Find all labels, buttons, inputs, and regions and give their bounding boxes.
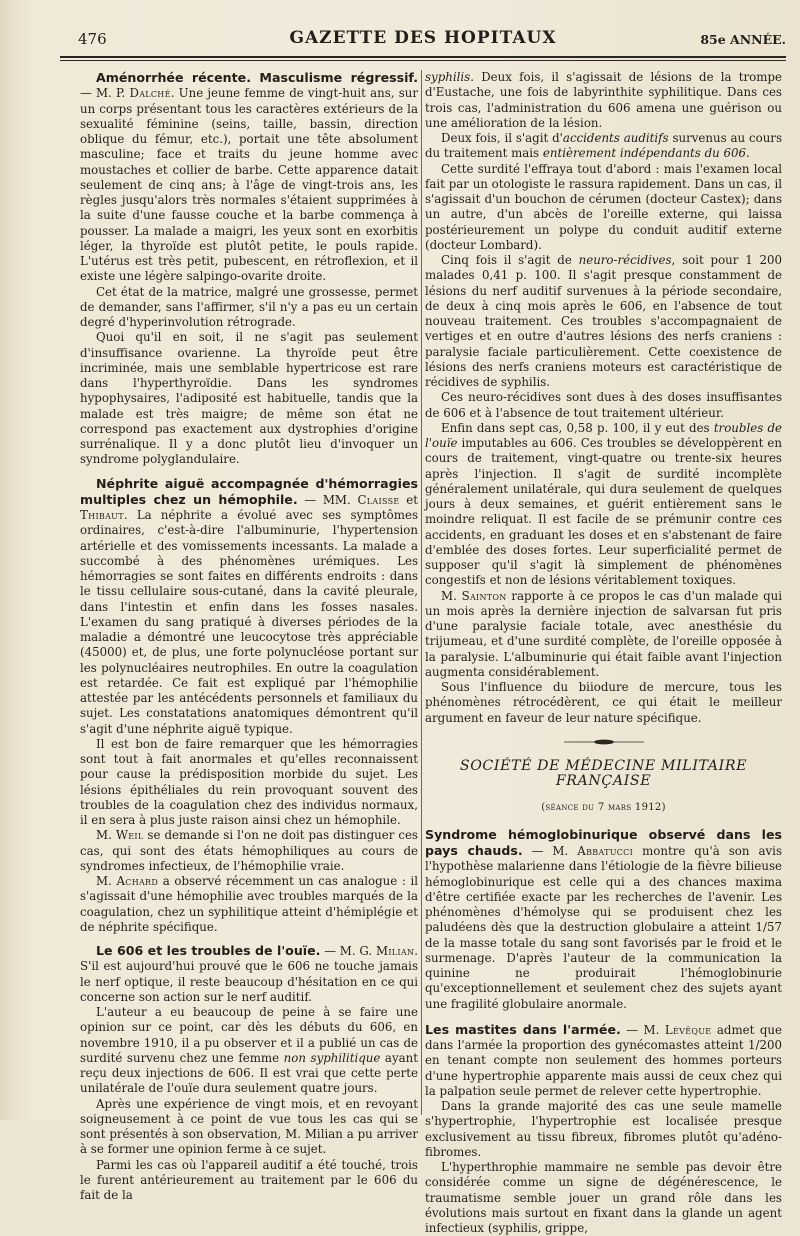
article-paragraph: Il est bon de faire remarquer que les hémorragies sont tout à fait anormales et qu'elles reconnaissent pour cause la prédisposition morbide du sujet. Les lésions épithéliales du rein provoquant souvent des troubles de la coagulation chez des individus normaux, il en sera à plus juste raison ainsi chez un hémophile. [80, 736, 418, 827]
column-divider [421, 70, 422, 1115]
article-paragraph: Cet état de la matrice, malgré une grossesse, permet de demander, sans l'affirmer, s'il n'y a pas eu un certain degré d'hyperinvolution rétrograde. [80, 284, 418, 329]
journal-title: GAZETTE DES HOPITAUX [289, 28, 557, 48]
article-paragraph: Le 606 et les troubles de l'ouïe. — M. G. Milian. S'il est aujourd'hui prouvé que le 606 ne touche jamais le nerf optique, il reste beaucoup d'hésitation en ce qui concerne son action sur le nerf auditif. [80, 943, 418, 1004]
article-title: Le 606 et les troubles de l'ouïe. [96, 943, 321, 958]
article-title: Syndrome hémoglobinurique observé dans les pays chauds. [425, 826, 782, 858]
article-mastites [425, 1022, 782, 1236]
author-name: Milian [375, 944, 415, 958]
header-rule-thick [60, 56, 786, 58]
society-heading: SOCIÉTÉ DE MÉDECINE MILITAIRE FRANÇAISE [459, 758, 748, 790]
article-paragraph: Les mastites dans l'armée. — M. Lévêque admet que dans l'armée la proportion des gynécomastes atteint 1/200 en tenant compte non seulement des hommes porteurs d'une hypertrophie apparente mais aussi de ceux chez qui la palpation seule permet de relever cette hypertrophie. [425, 1021, 782, 1098]
article-title: Aménorrhée récente. Masculisme régressif. [96, 70, 418, 85]
article-paragraph: Syndrome hémoglobinurique observé dans les pays chauds. — M. Abbatucci montre qu'à son avis l'hypothèse malarienne dans l'étiologie de la fièvre bilieuse hémoglobinurique est celle qui a des chances maxima d'être certifiée exacte par les recherches de l'avenir. Les phénomènes d'hémolyse qui se produisent chez les paludéens dès que la destruction globulaire a atteint 1/57 de la masse totale du sang sont favorisés par le froid et le surmenage. D'après l'auteur de la communication la quinine ne produirait l'hémoglobinurie qu'exceptionnellement et seulement chez des sujets ayant une fragilité globulaire anormale. [425, 826, 782, 1011]
article-paragraph: Enfin dans sept cas, 0,58 p. 100, il y eut des troubles de l'ouïe imputables au 606. Ces troubles se développèrent en cours de traitement, vingt-quatre ou trente-six heures après l'injection. Il s'agit de surdité incomplète généralement unilatérale, qui dura seulement de quelques jours à deux semaines, et guérit entièrement sans le moindre reliquat. Il est facile de se prémunir contre ces accidents, en graduant les doses et en s'abstenant de faire d'emblée des doses fortes. Leur superficialité permet de supposer qu'il s'agit là simplement de phénomènes congestifs et non de lésions véritablement toxiques. [425, 420, 782, 588]
article-paragraph: Ces neuro-récidives sont dues à des doses insuffisantes de 606 et à l'absence de tout traitement ultérieur. [425, 390, 782, 420]
author-name: Sainton [461, 588, 507, 603]
author-name: Achard [116, 874, 159, 888]
article-paragraph: Aménorrhée récente. Masculisme régressif. — M. P. Dalché. Une jeune femme de vingt-huit ans, sur un corps présentant tous les caractères extérieurs de la sexualité féminine (seins, taille, bassin, direction oblique du fémur, etc.), portait une tête absolument masculine; face et traits du jeune homme avec moustaches et collier de barbe. Cette apparence datait seulement de cinq ans; à l'âge de vingt-trois ans, les règles jusqu'alors très normales s'étaient supprimées à la suite d'une fausse couche et la barbe commença à pousser. La malade a maigri, les yeux sont en exorbitis léger, la thyroïde est plutôt petite, le pouls rapide. L'utérus est très petit, pubescent, en rétroflexion, et il existe une légère salpingo-ovarite droite. [80, 70, 418, 284]
article-title: Néphrite aiguë accompagnée d'hémorragies multiples chez un hémophile. [80, 475, 418, 507]
author-name: Claisse [357, 492, 400, 507]
article-paragraph: Sous l'influence du biiodure de mercure, tous les phénomènes rétrocédèrent, ce qui était le meilleur argument en faveur de leur nature spécifique. [425, 680, 782, 725]
page-number: 476 [78, 30, 107, 48]
article-paragraph: M. Sainton rapporte à ce propos le cas d'un malade qui un mois après la dernière injection de salvarsan fut pris d'une paralysie faciale totale, avec anesthésie du trijumeau, et d'une surdité complète, de l'oreille opposée à la paralysie. L'albuminurie qui était faible avant l'injection augmenta considérablement. [425, 588, 782, 679]
author-name: Abbatucci [577, 844, 634, 858]
section-ornament [425, 734, 782, 749]
article-paragraph: Quoi qu'il en soit, il ne s'agit pas seulement d'insuffisance ovarienne. La thyroïde peut être incriminée, mais une semblable hypertricose est rare dans l'hyperthyroïdie. Dans les syndromes hypophysaires, l'adiposité est habituelle, tandis que la malade est très maigre; de même son état ne correspond pas exactement aux dystrophies d'origine surrénalique. Il y a donc plutôt lieu d'invoquer un syndrome polyglandulaire. [80, 330, 418, 467]
author-name: Dalché [129, 86, 171, 101]
page-header [60, 24, 786, 54]
right-column [425, 70, 782, 1235]
article-paragraph: Néphrite aiguë accompagnée d'hémorragies multiples chez un hémophile. — MM. Claisse et Thibaut. La néphrite a évolué avec ses symptômes ordinaires, c'est-à-dire l'albuminurie, l'hypertension artérielle et des vomissements incessants. La malade a succombé à des phénomènes urémiques. Les hémorragies se sont faites en différents endroits : dans le tissu cellulaire sous-cutané, dans la cavité pleurale, dans l'intestin et enfin dans les fosses nasales. L'examen du sang pratiqué à diverses périodes de la maladie a démontré une leucocytose très appréciable (45000) et, de plus, une forte polynucléose portant sur les polynucléaires neutrophiles. En outre la coagulation est retardée. Ce fait est expliqué par l'hémophilie attestée par les antécédents personnels et familiaux du sujet. Les constatations anatomiques démontrent qu'il s'agit d'une néphrite aiguë typique. [80, 475, 418, 736]
article-paragraph: L'hyperthrophie mammaire ne semble pas devoir être considérée comme un signe de dégénérescence, le traumatisme semble jouer un grand rôle dans les évolutions mais surtout en fixant dans la glande un agent infectieux (syphilis, grippe, [425, 1160, 782, 1235]
author-name: Weil [115, 828, 144, 843]
article-paragraph: Dans la grande majorité des cas une seule mamelle s'hypertrophie, l'hypertrophie est localisée presque exclusivement au tissu fibreux, fibromes plutôt qu'adéno-fibromes. [425, 1099, 782, 1159]
article-paragraph: L'auteur a eu beaucoup de peine à se faire une opinion sur ce point, car dès les débuts du 606, en novembre 1910, il a pu observer et il a publié un cas de surdité survenu chez une femme non syphilitique ayant reçu deux injections de 606. Il est vrai que cette perte unilatérale de l'ouïe dura seulement quatre jours. [80, 1005, 419, 1096]
article-paragraph: Parmi les cas où l'appareil auditif a été touché, trois le furent antérieurement au traitement par le 606 du fait de la [80, 1157, 418, 1202]
article-paragraph: M. Achard a observé récemment un cas analogue : il s'agissait d'une hémophilie avec troubles marqués de la coagulation, chez un syphilitique atteint d'hémiplégie et de néphrite spécifique. [80, 874, 418, 934]
article-amenorrhee [80, 70, 418, 468]
article-paragraph: Après une expérience de vingt mois, et en revoyant soigneusement à ce point de vue tous les cas qui se sont présentés à son observation, M. Milian a pu arriver à se former une opinion ferme à ce sujet. [80, 1096, 418, 1157]
author-name: Thibaut [80, 508, 124, 522]
article-paragraph: Cette surdité l'effraya tout d'abord : mais l'examen local fait par un otologiste le rassura rapidement. Dans un cas, il s'agissait d'un bouchon de cérumen (docteur Castex); dans un autre, d'un abcès de l'oreille externe, qui laissa postérieurement un polype du conduit auditif externe (docteur Lombard). [425, 161, 782, 252]
article-606-ouie [80, 943, 418, 1203]
article-paragraph: Cinq fois il s'agit de neuro-récidives, soit pour 1 200 malades 0,41 p. 100. Il s'agit presque constamment de lésions du nerf auditif survenues à la période secondaire, de deux à cinq mois après le 606, en l'absence de tout nouveau traitement. Ces troubles s'accompagnaient de vertiges et en outre d'autres lésions des nerfs craniens : paralysie faciale particulièrement. Cette coexistence de lésions des nerfs craniens moteurs est caractéristique de récidives de syphilis. [425, 253, 782, 389]
article-hemoglobinurie [425, 827, 782, 1012]
article-paragraph: M. Weil se demande si l'on ne doit pas distinguer ces cas, qui sont des états hémophiliques au cours de syndromes infectieux, de l'hémophilie vraie. [80, 828, 418, 873]
year-label: 85e ANNÉE. [700, 32, 786, 47]
header-rule-thin [60, 60, 786, 61]
article-nephrite [80, 476, 418, 936]
left-column [80, 70, 419, 1202]
author-name: Lévêque [664, 1022, 712, 1037]
article-title: Les mastites dans l'armée. [425, 1021, 621, 1037]
session-date: (séance du 7 mars 1912) [541, 801, 666, 813]
article-paragraph: syphilis. Deux fois, il s'agissait de lésions de la trompe d'Eustache, une fois de labyrinthite syphilitique. Dans ces trois cas, l'administration du 606 amena une guérison ou une amélioration de la lésion. [425, 70, 782, 130]
article-paragraph: Deux fois, il s'agit d'accidents auditifs survenus au cours du traitement mais entièrement indépendants du 606. [425, 131, 782, 161]
ornament-rule-icon [564, 739, 644, 745]
